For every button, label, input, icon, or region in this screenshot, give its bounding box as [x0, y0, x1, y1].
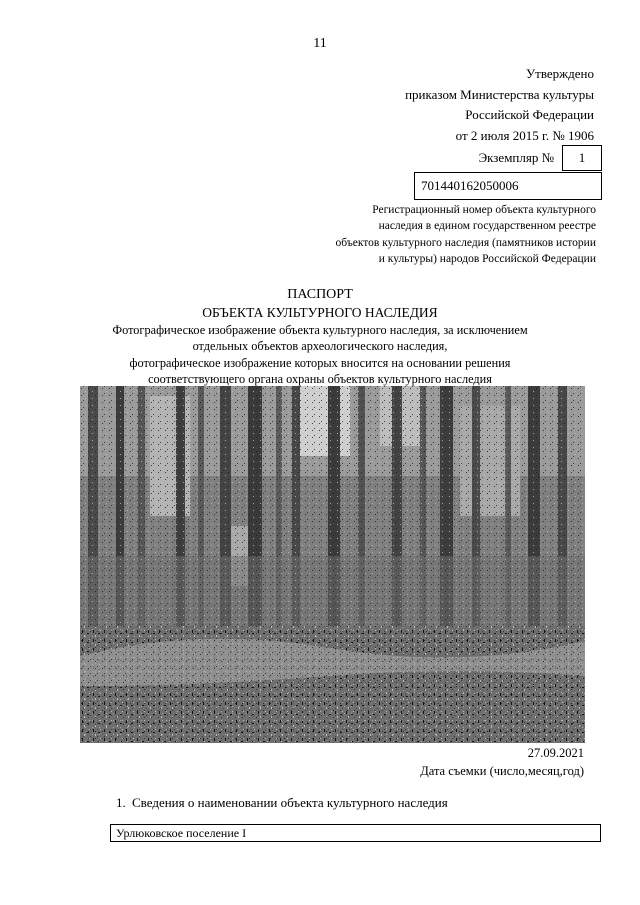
registration-number-box: 701440162050006 — [414, 172, 602, 200]
registration-note — [336, 202, 597, 267]
registration-note-line: Регистрационный номер объекта культурного — [372, 204, 596, 216]
registration-note-line: наследия в едином государственном реестре — [378, 220, 596, 233]
approval-line: Утверждено — [525, 66, 594, 81]
subtitle-line: отдельных объектов археологического наследия, — [192, 339, 448, 354]
page-number: 11 — [313, 36, 327, 51]
copy-number-box: 1 — [562, 145, 602, 171]
photo-date-label: Дата съемки (число,месяц,год) — [420, 764, 584, 778]
object-name-field: Урлюковское поселение I — [110, 824, 601, 842]
subtitle-line: Фотографическое изображение объекта культурного наследия, за исключением — [112, 323, 528, 337]
photo-date: 27.09.2021 — [527, 746, 584, 760]
title-block — [0, 285, 640, 387]
section-title: Сведения о наименовании объекта культурного наследия — [132, 795, 448, 810]
registration-note-line: объектов культурного наследия (памятников истории — [335, 236, 596, 249]
forest-photo-image — [80, 386, 585, 743]
section-number: 1. — [116, 795, 126, 810]
copy-number-row — [479, 145, 602, 171]
copy-label: Экземпляр № — [478, 150, 554, 165]
object-title: ОБЪЕКТА КУЛЬТУРНОГО НАСЛЕДИЯ — [202, 305, 438, 320]
passport-title: ПАСПОРТ — [287, 287, 353, 302]
subtitle-line: фотографическое изображение которых вносится на основании решения — [129, 355, 511, 370]
approval-line: от 2 июля 2015 г. № 1906 — [455, 127, 594, 143]
approval-line: приказом Министерства культуры — [405, 86, 594, 102]
section-1-heading — [116, 795, 448, 811]
approval-block — [405, 64, 594, 146]
approval-line: Российской Федерации — [465, 107, 594, 122]
registration-note-line: и культуры) народов Российской Федерации — [378, 252, 596, 265]
forest-photo — [80, 386, 585, 743]
subtitle-line: соответствующего органа охраны объектов культурного наследия — [148, 371, 492, 386]
